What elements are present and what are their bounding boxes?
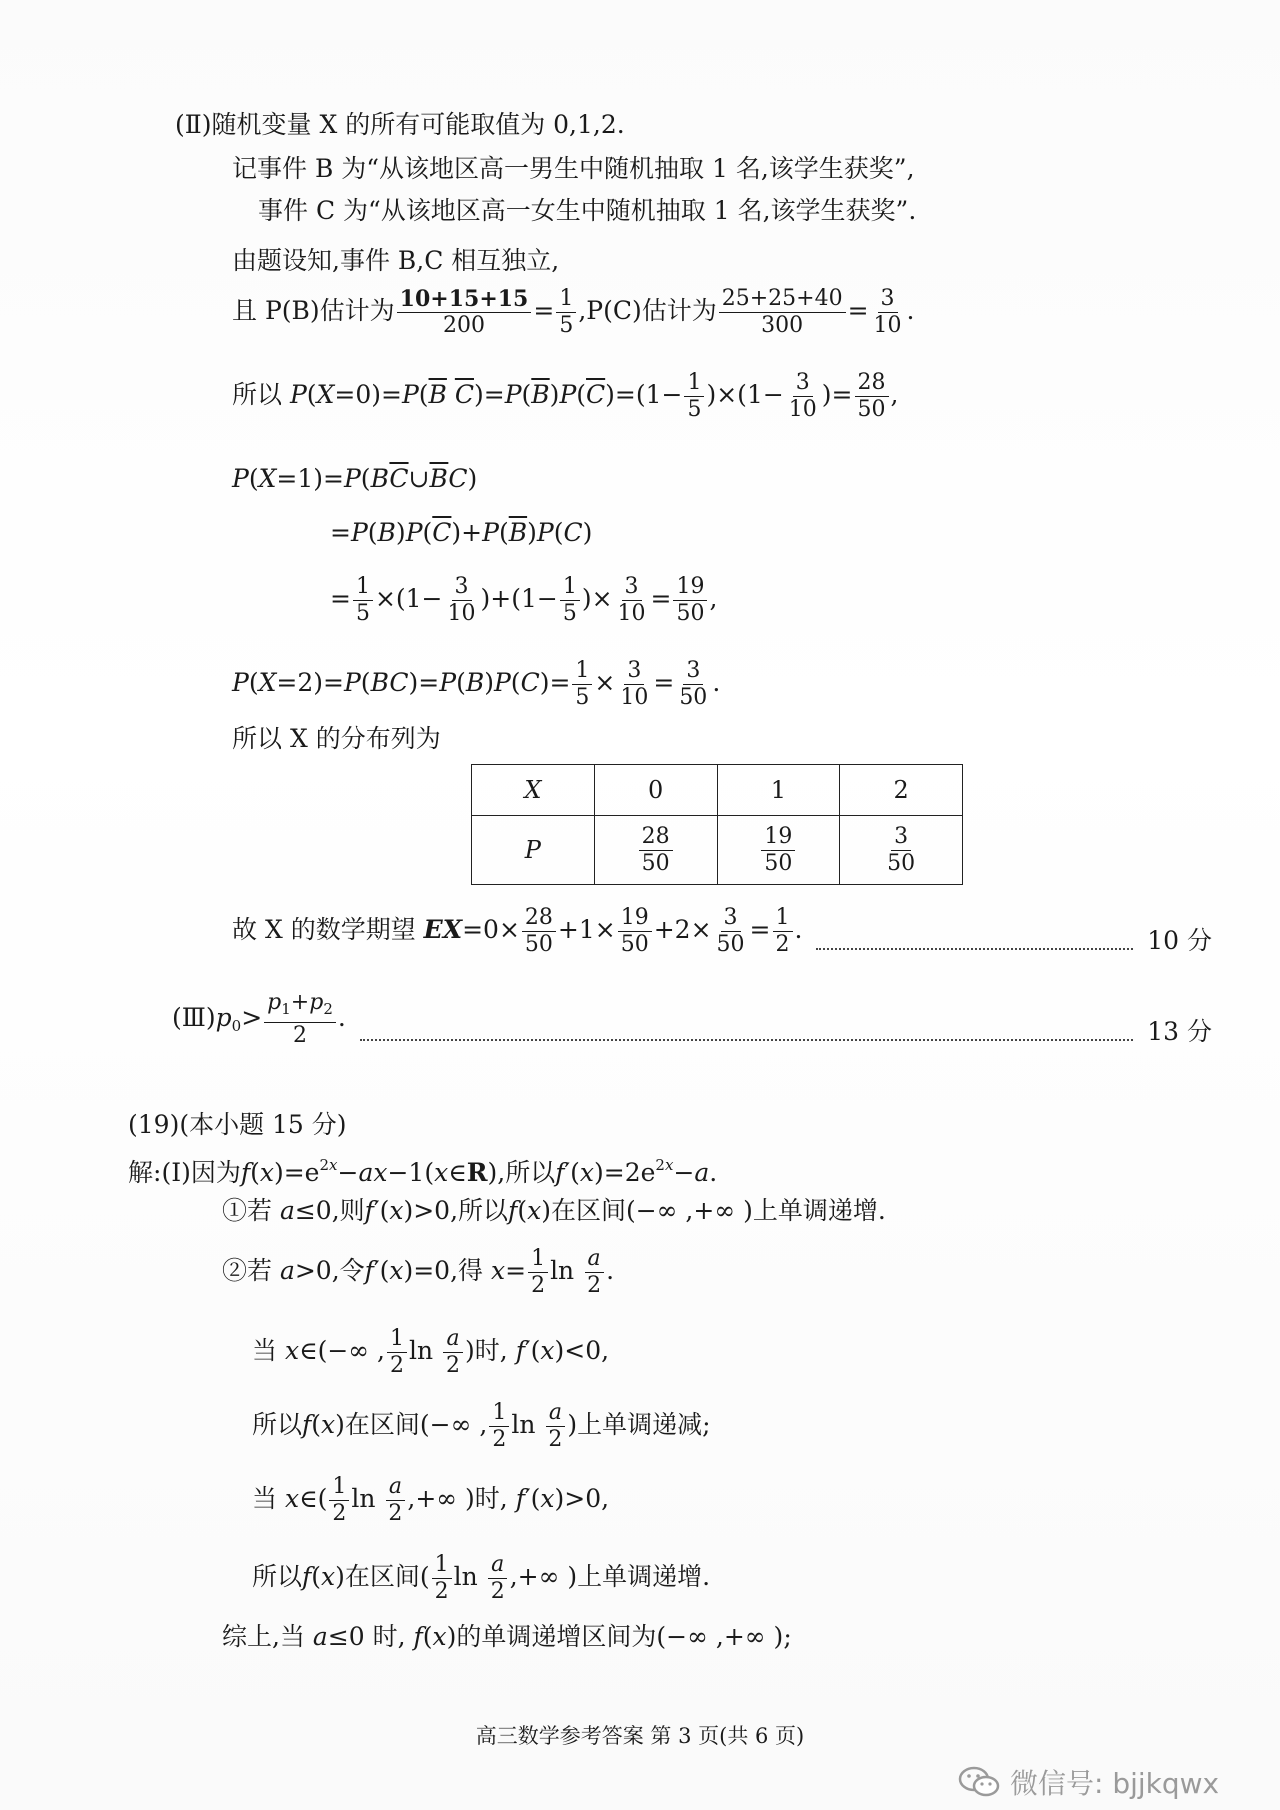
table-row xyxy=(472,765,963,816)
table-row xyxy=(472,816,963,885)
table-cell: $\frac{3}{50}$ xyxy=(840,816,963,885)
px1-line2: $=P(B)P(\overline{C})+P(\overline{B})P(C)$ xyxy=(330,518,593,547)
fraction: $\frac{1}{5}$ xyxy=(556,286,576,339)
table-header-p: P xyxy=(472,816,595,885)
part2-intro: (Ⅱ)随机变量 X 的所有可能取值为 0,1,2. xyxy=(175,110,625,139)
fraction: $\frac{3}{10}$ xyxy=(873,286,902,338)
event-b-def: 记事件 B 为“从该地区高一男生中随机抽取 1 名,该学生获奖”, xyxy=(232,154,915,183)
case1-line: ①若 a≤0,则f′(x)>0,所以f(x)在区间(−∞ ,+∞ )上单调递增. xyxy=(222,1196,886,1225)
fraction: $\frac{25+25+40}{300}$ xyxy=(719,286,846,339)
distribution-intro: 所以 X 的分布列为 xyxy=(232,724,441,753)
q19-header: (19)(本小题 15 分) xyxy=(128,1110,347,1139)
table-cell: $\frac{19}{50}$ xyxy=(717,816,840,885)
table-header-x: X xyxy=(472,765,595,816)
case2-line: ②若 a>0,令f′(x)=0,得 x= $\frac{1}{2}$ ln $\frac{a}{2}$ . xyxy=(222,1246,615,1298)
wechat-watermark: 微信号: bjjkqwx xyxy=(958,1762,1219,1802)
table-cell: 2 xyxy=(840,765,963,816)
q19-part1: 解:(Ⅰ)因为$f(x)=e^{2x}-ax-1(x\in R)$,所以$f'(x)=2e^{2x}-a$. xyxy=(128,1156,718,1187)
prob-estimate: 且 P(B)估计为 $\frac{10+15+15}{200}$ = $\frac{1}{5}$ ,P(C)估计为 $\frac{25+25+40}{300}$ = $\frac{3}{10}$ . xyxy=(232,286,915,338)
part3-line: $(Ⅲ)p_0>$ $\frac{p_1+p_2}{2}$ . 13 分 xyxy=(172,990,1212,1048)
summary-line: 综上,当 a≤0 时, f(x)的单调递增区间为(−∞ ,+∞ ); xyxy=(222,1622,792,1651)
fraction: $\frac{10+15+15}{200}$ xyxy=(397,286,532,339)
table-cell: $\frac{28}{50}$ xyxy=(594,816,717,885)
inc-condition: 当 x∈( $\frac{1}{2}$ ln $\frac{a}{2}$ ,+∞ )时, f′(x)>0, xyxy=(252,1474,610,1526)
px0-line: 所以 $P(X=0)=P(\overline{B}$ $\overline{C})=P(\overline{B})P(\overline{C})=(1-$ $\frac{1}{5}$ )×(1− $\frac{3}{10}$ )= $\frac{28}{50}$ , xyxy=(232,370,899,422)
distribution-table xyxy=(471,764,963,885)
px1-line3: = $\frac{1}{5}$ ×(1− $\frac{3}{10}$ )+(1− $\frac{1}{5}$ )× $\frac{3}{10}$ = $\frac{19}{50}$ , xyxy=(330,574,718,626)
px1-line1: $P(X=1)=P(B\overline{C}\cup\overline{B}C)$ xyxy=(232,464,478,493)
expectation-line: 故 X 的数学期望 EX=0× $\frac{28}{50}$ +1× $\frac{19}{50}$ +2× $\frac{3}{50}$ = $\frac{1}{2}$ . 10 分 xyxy=(232,905,1212,957)
table-cell: 0 xyxy=(594,765,717,816)
event-c-def: 事件 C 为“从该地区高一女生中随机抽取 1 名,该学生获奖”. xyxy=(258,196,917,225)
page-footer: 高三数学参考答案 第 3 页(共 6 页) xyxy=(475,1724,805,1748)
table-cell: 1 xyxy=(717,765,840,816)
dec-conclusion: 所以f(x)在区间(−∞ , $\frac{1}{2}$ ln $\frac{a}{2}$ )上单调递减; xyxy=(252,1400,711,1452)
px2-line: P(X=2)=P(BC)=P(B)P(C)= $\frac{1}{5}$ × $\frac{3}{10}$ = $\frac{3}{50}$ . xyxy=(232,658,721,710)
score-10: 10 分 xyxy=(1147,926,1212,955)
independence-note: 由题设知,事件 B,C 相互独立, xyxy=(232,246,560,275)
inc-conclusion: 所以f(x)在区间( $\frac{1}{2}$ ln $\frac{a}{2}$ ,+∞ )上单调递增. xyxy=(252,1552,711,1604)
score-13: 13 分 xyxy=(1147,1017,1212,1046)
dec-condition: 当 x∈(−∞ , $\frac{1}{2}$ ln $\frac{a}{2}$ )时, f′(x)<0, xyxy=(252,1326,610,1378)
wechat-icon xyxy=(958,1765,1000,1799)
